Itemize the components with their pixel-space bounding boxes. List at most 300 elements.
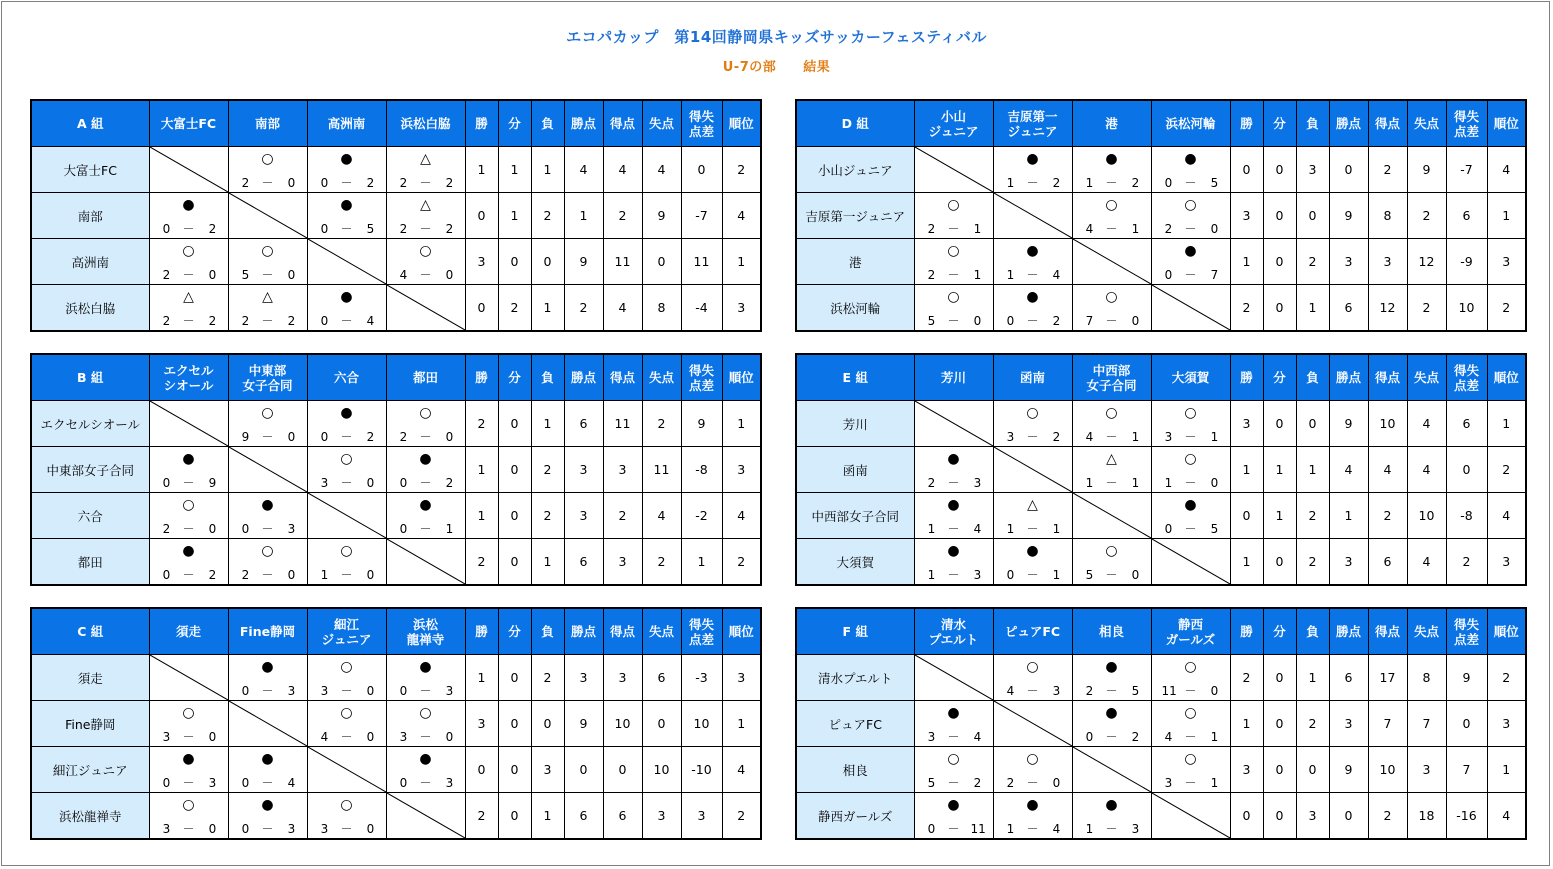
stat-header: 勝点 — [564, 354, 603, 401]
stat-value: 4 — [1329, 447, 1368, 493]
score-against: 5 — [1210, 522, 1219, 536]
stat-value: 2 — [1230, 285, 1263, 332]
stat-value: 2 — [722, 147, 761, 193]
group-table — [30, 99, 762, 332]
match-result — [914, 747, 993, 793]
stat-value: 0 — [564, 747, 603, 793]
score-against: 3 — [208, 776, 217, 790]
score-for: 2 — [927, 268, 936, 282]
score-for: 2 — [399, 222, 408, 236]
match-result — [1072, 285, 1151, 332]
stat-value: 0 — [465, 747, 498, 793]
match-result — [914, 285, 993, 332]
result-mark: ○ — [1105, 197, 1118, 213]
score-against: 0 — [445, 268, 454, 282]
stat-value: 1 — [564, 193, 603, 239]
match-result — [307, 447, 386, 493]
match-result — [914, 193, 993, 239]
match-result — [1072, 401, 1151, 447]
result-mark: ● — [947, 543, 960, 559]
stat-value: 2 — [1296, 239, 1329, 285]
diagonal-cell — [228, 447, 307, 493]
stat-value: 3 — [1230, 747, 1263, 793]
table-row — [31, 401, 761, 447]
match-result — [307, 193, 386, 239]
score-for: 1 — [1006, 822, 1015, 836]
score-against: 1 — [1131, 430, 1140, 444]
stat-value: 0 — [498, 447, 531, 493]
result-mark: ○ — [1105, 543, 1118, 559]
result-mark: ○ — [1026, 405, 1039, 421]
match-result — [228, 793, 307, 840]
diagonal-line — [387, 793, 465, 838]
score-against: 0 — [1210, 222, 1219, 236]
stat-header: 順位 — [722, 100, 761, 147]
diagonal-line — [915, 655, 993, 700]
stat-value: 3 — [1296, 793, 1329, 840]
diagonal-cell — [993, 193, 1072, 239]
stat-header: 勝 — [1230, 100, 1263, 147]
group-table — [795, 607, 1527, 840]
score-dash: － — [1105, 176, 1118, 190]
score-dash: － — [1026, 568, 1039, 582]
score-against: 2 — [287, 314, 296, 328]
score-against: 0 — [445, 430, 454, 444]
stat-value: 9 — [1446, 655, 1487, 701]
stat-value: 2 — [722, 539, 761, 586]
result-mark: ● — [261, 497, 274, 513]
stat-header: 勝点 — [1329, 608, 1368, 655]
stat-value: 1 — [465, 493, 498, 539]
stat-value: 1 — [465, 447, 498, 493]
result-mark: ○ — [182, 705, 195, 721]
diagonal-cell — [1072, 239, 1151, 285]
score-against: 1 — [1210, 430, 1219, 444]
stat-value: 0 — [531, 701, 564, 747]
score-against: 0 — [366, 476, 375, 490]
score-for: 1 — [1085, 822, 1094, 836]
stat-value: 1 — [722, 239, 761, 285]
score-dash: － — [261, 430, 274, 444]
team-name: 函南 — [796, 447, 914, 493]
stat-header: 勝点 — [1329, 100, 1368, 147]
result-mark: ○ — [419, 705, 432, 721]
result-mark: ● — [340, 289, 353, 305]
stat-value: 1 — [1487, 401, 1526, 447]
diagonal-cell — [1151, 793, 1230, 840]
match-result — [1151, 701, 1230, 747]
result-mark: ○ — [1184, 705, 1197, 721]
stat-value: 3 — [465, 701, 498, 747]
stat-value: 8 — [1407, 655, 1446, 701]
score-for: 4 — [1164, 730, 1173, 744]
score-against: 4 — [287, 776, 296, 790]
stat-header: 負 — [1296, 608, 1329, 655]
score-for: 2 — [1164, 222, 1173, 236]
score-for: 0 — [162, 476, 171, 490]
score-against: 4 — [973, 730, 982, 744]
result-mark: ○ — [419, 243, 432, 259]
stat-value: 10 — [603, 701, 642, 747]
stat-value: 1 — [531, 147, 564, 193]
stat-value: 2 — [1296, 493, 1329, 539]
match-result — [1151, 147, 1230, 193]
score-against: 1 — [1052, 568, 1061, 582]
score-for: 0 — [320, 222, 329, 236]
team-name: 小山ジュニア — [796, 147, 914, 193]
group-table — [795, 99, 1527, 332]
stat-value: 0 — [1230, 493, 1263, 539]
score-dash: － — [182, 776, 195, 790]
score-against: 3 — [287, 684, 296, 698]
result-mark: ● — [1184, 151, 1197, 167]
result-mark: △ — [420, 151, 431, 167]
stat-value: 8 — [642, 285, 681, 332]
score-dash: － — [1105, 314, 1118, 328]
stat-value: 0 — [1263, 147, 1296, 193]
score-dash: － — [1184, 176, 1197, 190]
group-label: E 組 — [796, 354, 914, 401]
diagonal-line — [1152, 539, 1230, 584]
score-dash: － — [419, 430, 432, 444]
score-dash: － — [182, 568, 195, 582]
score-for: 2 — [1006, 776, 1015, 790]
score-for: 1 — [1006, 176, 1015, 190]
diagonal-line — [308, 493, 386, 538]
score-for: 0 — [1006, 568, 1015, 582]
stat-value: 0 — [603, 747, 642, 793]
diagonal-line — [1152, 285, 1230, 330]
stat-value: 0 — [1263, 747, 1296, 793]
stat-value: -8 — [681, 447, 722, 493]
stat-value: 1 — [1263, 493, 1296, 539]
diagonal-line — [150, 655, 228, 700]
score-against: 4 — [366, 314, 375, 328]
result-mark: ○ — [947, 751, 960, 767]
stat-value: 9 — [564, 239, 603, 285]
page-subtitle: U-7の部 結果 — [722, 60, 831, 75]
result-mark: ● — [1105, 797, 1118, 813]
score-dash: － — [261, 268, 274, 282]
diagonal-cell — [914, 147, 993, 193]
opponent-header: 都田 — [386, 354, 465, 401]
score-dash: － — [947, 222, 960, 236]
opponent-header: エクセル シオール — [149, 354, 228, 401]
score-for: 0 — [241, 822, 250, 836]
header-row — [31, 100, 761, 147]
result-mark: ● — [419, 497, 432, 513]
stat-value: 10 — [1407, 493, 1446, 539]
diagonal-cell — [993, 701, 1072, 747]
diagonal-line — [915, 401, 993, 446]
team-name: 大須賀 — [796, 539, 914, 586]
result-mark: ● — [1184, 243, 1197, 259]
stat-value: 1 — [531, 285, 564, 332]
score-against: 0 — [366, 822, 375, 836]
score-for: 0 — [1164, 522, 1173, 536]
stat-value: 12 — [1407, 239, 1446, 285]
score-against: 4 — [973, 522, 982, 536]
score-for: 0 — [399, 684, 408, 698]
score-dash: － — [1184, 430, 1197, 444]
score-for: 4 — [320, 730, 329, 744]
stat-value: 2 — [531, 193, 564, 239]
stat-header: 失点 — [642, 608, 681, 655]
diagonal-line — [994, 193, 1072, 238]
score-dash: － — [340, 476, 353, 490]
stat-value: 4 — [1487, 147, 1526, 193]
result-mark: ○ — [1184, 451, 1197, 467]
stat-value: 1 — [1296, 447, 1329, 493]
result-mark: ○ — [1105, 405, 1118, 421]
match-result — [307, 147, 386, 193]
team-name: 南部 — [31, 193, 149, 239]
score-for: 2 — [399, 176, 408, 190]
stat-header: 勝 — [465, 100, 498, 147]
result-mark: ● — [947, 797, 960, 813]
score-against: 2 — [1052, 176, 1061, 190]
stat-value: 3 — [722, 655, 761, 701]
score-for: 3 — [162, 730, 171, 744]
stat-header: 分 — [1263, 608, 1296, 655]
match-result — [228, 655, 307, 701]
stat-value: 1 — [531, 401, 564, 447]
stat-value: 6 — [564, 539, 603, 586]
stat-value: 1 — [465, 655, 498, 701]
stat-value: 3 — [1230, 401, 1263, 447]
score-dash: － — [947, 476, 960, 490]
result-mark: ○ — [947, 289, 960, 305]
score-against: 3 — [445, 776, 454, 790]
result-mark: ● — [182, 197, 195, 213]
stat-value: 6 — [564, 401, 603, 447]
match-result — [1072, 701, 1151, 747]
stat-value: 4 — [642, 493, 681, 539]
stat-value: 3 — [642, 793, 681, 840]
header-row — [796, 100, 1526, 147]
stat-value: 3 — [564, 655, 603, 701]
stat-value: 2 — [465, 539, 498, 586]
score-against: 2 — [973, 776, 982, 790]
stat-value: 4 — [1368, 447, 1407, 493]
stat-value: 1 — [465, 147, 498, 193]
match-result — [386, 447, 465, 493]
match-result — [993, 147, 1072, 193]
stat-value: 6 — [1368, 539, 1407, 586]
table-row — [796, 401, 1526, 447]
score-dash: － — [1184, 522, 1197, 536]
match-result — [386, 655, 465, 701]
score-against: 1 — [973, 268, 982, 282]
score-against: 0 — [1131, 314, 1140, 328]
diagonal-cell — [1072, 493, 1151, 539]
score-against: 2 — [208, 314, 217, 328]
stat-value: 3 — [564, 447, 603, 493]
score-for: 0 — [1164, 268, 1173, 282]
stat-value: 0 — [1263, 793, 1296, 840]
score-dash: － — [1026, 176, 1039, 190]
match-result — [1072, 447, 1151, 493]
stat-value: 0 — [498, 701, 531, 747]
opponent-header: 芳川 — [914, 354, 993, 401]
result-mark: ○ — [947, 243, 960, 259]
score-against: 0 — [1210, 476, 1219, 490]
score-for: 3 — [927, 730, 936, 744]
stat-value: 0 — [498, 655, 531, 701]
score-for: 3 — [1164, 776, 1173, 790]
stat-value: -8 — [1446, 493, 1487, 539]
match-result — [914, 239, 993, 285]
stat-header: 分 — [498, 608, 531, 655]
score-against: 0 — [287, 430, 296, 444]
score-against: 7 — [1210, 268, 1219, 282]
result-mark: ● — [182, 451, 195, 467]
result-mark: ○ — [340, 659, 353, 675]
stat-value: 0 — [1263, 539, 1296, 586]
stat-header: 順位 — [722, 608, 761, 655]
diagonal-line — [229, 447, 307, 492]
stat-value: 2 — [1487, 655, 1526, 701]
diagonal-cell — [914, 401, 993, 447]
score-against: 1 — [445, 522, 454, 536]
stat-value: 0 — [1329, 147, 1368, 193]
stat-value: 2 — [531, 493, 564, 539]
stat-header: 得点 — [1368, 100, 1407, 147]
match-result — [993, 493, 1072, 539]
stat-value: 0 — [1263, 239, 1296, 285]
opponent-header: 浜松河輪 — [1151, 100, 1230, 147]
stat-header: 得失 点差 — [1446, 354, 1487, 401]
stat-value: -7 — [1446, 147, 1487, 193]
stat-value: 2 — [722, 793, 761, 840]
score-dash: － — [1105, 430, 1118, 444]
result-mark: △ — [1106, 451, 1117, 467]
match-result — [1072, 793, 1151, 840]
diagonal-line — [1152, 793, 1230, 838]
score-for: 1 — [1085, 176, 1094, 190]
stat-value: 6 — [603, 793, 642, 840]
score-for: 0 — [241, 776, 250, 790]
opponent-header: Fine静岡 — [228, 608, 307, 655]
score-for: 0 — [1006, 314, 1015, 328]
score-against: 5 — [1210, 176, 1219, 190]
stat-value: 2 — [465, 401, 498, 447]
score-for: 2 — [1085, 684, 1094, 698]
table-row — [796, 793, 1526, 840]
team-name: 都田 — [31, 539, 149, 586]
score-dash: － — [1184, 476, 1197, 490]
score-for: 2 — [162, 268, 171, 282]
diagonal-line — [1073, 747, 1151, 792]
stat-header: 負 — [531, 354, 564, 401]
stat-value: 2 — [1368, 147, 1407, 193]
stat-header: 得失 点差 — [1446, 100, 1487, 147]
stat-header: 分 — [498, 354, 531, 401]
score-for: 2 — [241, 176, 250, 190]
stat-value: 6 — [1446, 401, 1487, 447]
opponent-header: 須走 — [149, 608, 228, 655]
score-dash: － — [1026, 522, 1039, 536]
stat-value: 2 — [603, 193, 642, 239]
score-against: 0 — [973, 314, 982, 328]
table-row — [796, 493, 1526, 539]
team-name: 大富士FC — [31, 147, 149, 193]
diagonal-cell — [228, 701, 307, 747]
stat-header: 負 — [1296, 354, 1329, 401]
score-for: 2 — [241, 568, 250, 582]
match-result — [1151, 193, 1230, 239]
result-mark: ● — [1026, 543, 1039, 559]
opponent-header: 高洲南 — [307, 100, 386, 147]
stat-value: 2 — [465, 793, 498, 840]
stat-value: 7 — [1407, 701, 1446, 747]
stat-value: 9 — [564, 701, 603, 747]
score-dash: － — [947, 776, 960, 790]
stat-header: 得点 — [1368, 354, 1407, 401]
score-dash: － — [261, 776, 274, 790]
match-result — [993, 401, 1072, 447]
stat-value: 0 — [1296, 401, 1329, 447]
opponent-header: 小山 ジュニア — [914, 100, 993, 147]
opponent-header: 中東部 女子合同 — [228, 354, 307, 401]
score-for: 1 — [1085, 476, 1094, 490]
stat-value: 10 — [1368, 747, 1407, 793]
group-label: A 組 — [31, 100, 149, 147]
score-for: 5 — [1085, 568, 1094, 582]
stat-value: 9 — [1407, 147, 1446, 193]
stat-header: 失点 — [1407, 354, 1446, 401]
match-result — [149, 493, 228, 539]
opponent-header: 南部 — [228, 100, 307, 147]
team-name: 浜松龍禅寺 — [31, 793, 149, 840]
stat-value: 0 — [1329, 793, 1368, 840]
match-result — [1151, 493, 1230, 539]
score-against: 5 — [1131, 684, 1140, 698]
stat-value: 1 — [722, 701, 761, 747]
stat-value: 6 — [1329, 285, 1368, 332]
stat-value: 10 — [681, 701, 722, 747]
result-mark: ○ — [261, 405, 274, 421]
match-result — [386, 239, 465, 285]
diagonal-line — [387, 539, 465, 584]
score-for: 0 — [399, 776, 408, 790]
score-dash: － — [340, 176, 353, 190]
header-row — [31, 354, 761, 401]
stat-header: 勝 — [465, 608, 498, 655]
stat-value: 0 — [1263, 401, 1296, 447]
stat-value: 3 — [1368, 239, 1407, 285]
diagonal-line — [229, 193, 307, 238]
score-dash: － — [1105, 684, 1118, 698]
team-name: 須走 — [31, 655, 149, 701]
match-result — [1151, 655, 1230, 701]
score-dash: － — [1105, 730, 1118, 744]
stat-value: -3 — [681, 655, 722, 701]
score-dash: － — [182, 522, 195, 536]
score-dash: － — [419, 776, 432, 790]
table-row — [796, 747, 1526, 793]
score-against: 2 — [1052, 314, 1061, 328]
score-dash: － — [182, 822, 195, 836]
score-dash: － — [947, 268, 960, 282]
stat-value: 4 — [1407, 401, 1446, 447]
table-row — [31, 285, 761, 332]
stat-value: 4 — [1487, 493, 1526, 539]
stat-value: 0 — [531, 239, 564, 285]
stat-value: 1 — [1230, 239, 1263, 285]
stat-value: -10 — [681, 747, 722, 793]
score-against: 0 — [1210, 684, 1219, 698]
